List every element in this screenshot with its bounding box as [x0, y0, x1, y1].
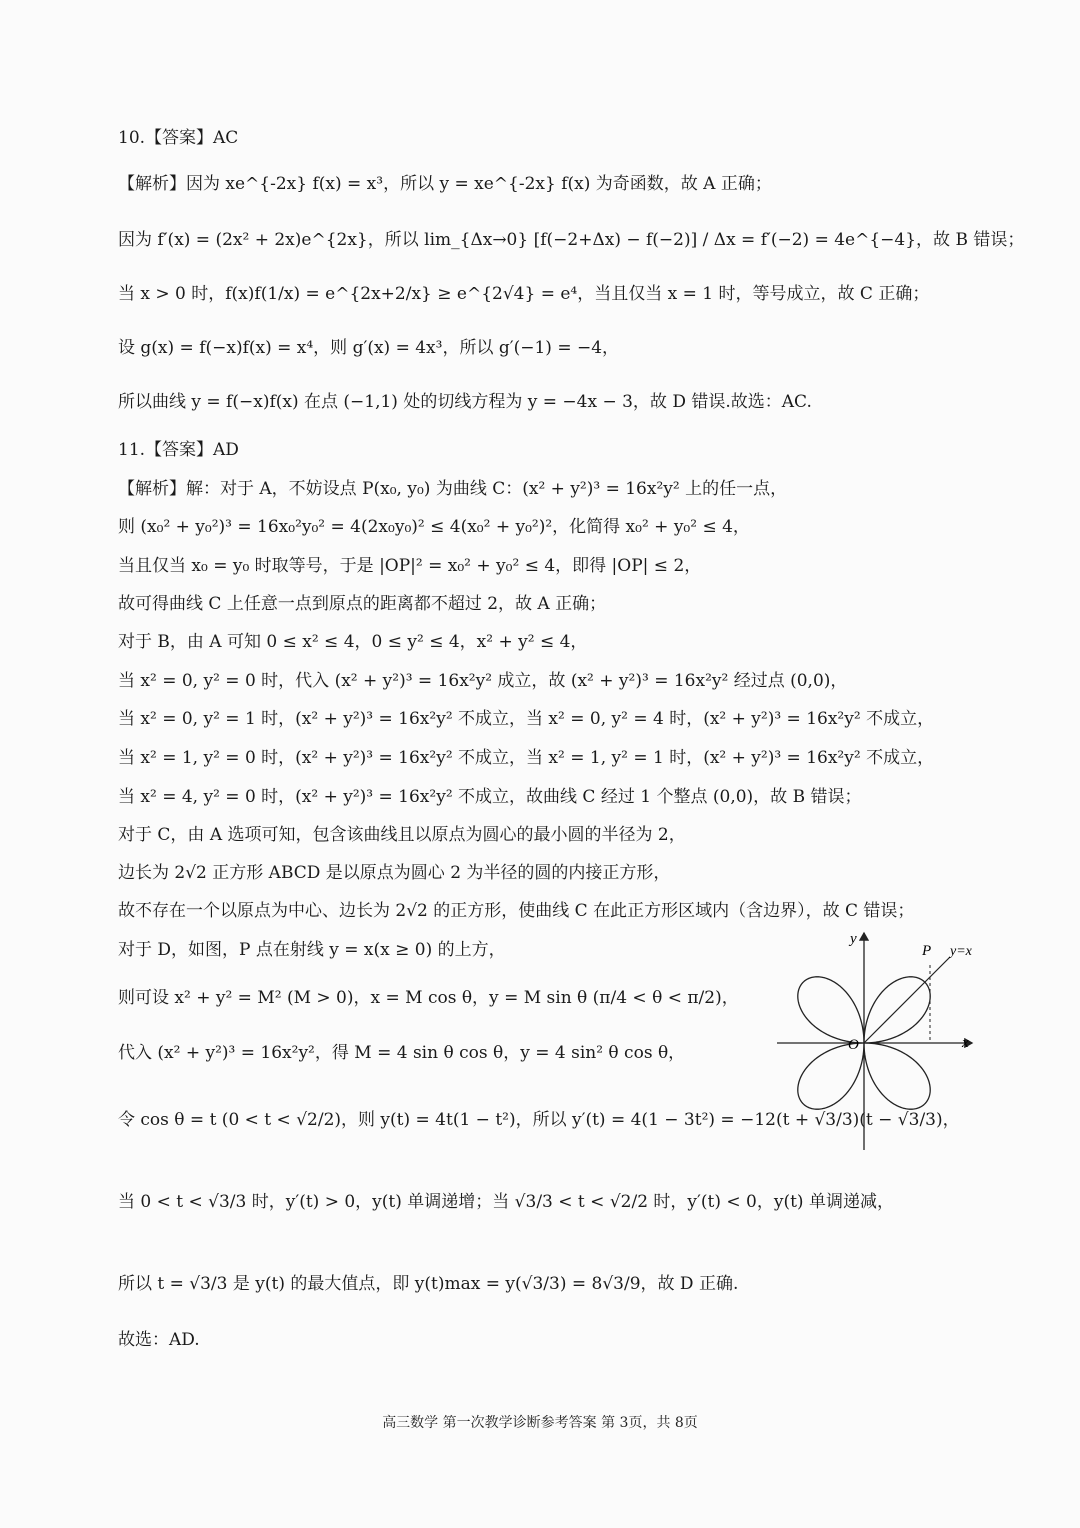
q11-answer: 11.【答案】AD — [118, 440, 239, 460]
q11-line-11: 边长为 2√2 正方形 ABCD 是以原点为圆心 2 为半径的圆的内接正方形， — [118, 863, 671, 883]
q11-line-6: 当 x² = 0, y² = 0 时，代入 (x² + y²)³ = 16x²y² 成立，故 (x² + y²)³ = 16x²y² 经过点 (0,0)， — [118, 671, 848, 691]
q11-line-5: 对于 B，由 A 可知 0 ≤ x² ≤ 4，0 ≤ y² ≤ 4，x² + y² ≤ 4， — [118, 632, 588, 652]
q11-line-4: 故可得曲线 C 上任意一点到原点的距离都不超过 2，故 A 正确； — [118, 594, 607, 614]
label-ray: y=x — [950, 944, 972, 959]
q11-line-3: 当且仅当 x₀ = y₀ 时取等号，于是 |OP|² = x₀² + y₀² ≤ 4，即得 |OP| ≤ 2， — [118, 556, 702, 576]
label-x: x — [962, 1035, 969, 1051]
q11-line-1: 【解析】解：对于 A，不妨设点 P(x₀, y₀) 为曲线 C：(x² + y²)³ = 16x²y² 上的任一点， — [118, 479, 788, 499]
q11-line-18: 所以 t = √3/3 是 y(t) 的最大值点，即 y(t)max = y(√3/3) = 8√3/9，故 D 正确. — [118, 1274, 739, 1294]
q11-line-10: 对于 C，由 A 选项可知，包含该曲线且以原点为圆心的最小圆的半径为 2， — [118, 825, 686, 845]
q10-line-2: 因为 f′(x) = (2x² + 2x)e^{2x}，所以 lim_{Δx→0} [f(−2+Δx) − f(−2)] / Δx = f′(−2) = 4e^{−4}，故 B 错误； — [118, 230, 1025, 250]
q11-line-19: 故选：AD. — [118, 1330, 200, 1350]
q11-line-16: 令 cos θ = t (0 < t < √2/2)，则 y(t) = 4t(1 − t²)，所以 y′(t) = 4(1 − 3t²) = −12(t + √3/3)(t − √3/3)， — [118, 1110, 960, 1130]
q11-line-12: 故不存在一个以原点为中心、边长为 2√2 的正方形，使曲线 C 在此正方形区域内（含边界），故 C 错误； — [118, 901, 915, 921]
q11-line-9: 当 x² = 4, y² = 0 时，(x² + y²)³ = 16x²y² 不成立，故曲线 C 经过 1 个整点 (0,0)，故 B 错误； — [118, 787, 862, 807]
label-origin: O — [848, 1037, 859, 1053]
ray-y-equals-x — [864, 957, 950, 1043]
page-footer: 高三数学 第一次教学诊断参考答案 第 3页，共 8页 — [382, 1415, 698, 1431]
q10-line-3: 当 x > 0 时，f(x)f(1/x) = e^{2x+2/x} ≥ e^{2√4} = e⁴，当且仅当 x = 1 时，等号成立，故 C 正确； — [118, 284, 930, 304]
curve-figure — [772, 925, 982, 1155]
q11-line-13: 对于 D，如图，P 点在射线 y = x(x ≥ 0) 的上方， — [118, 940, 506, 960]
q11-line-8: 当 x² = 1, y² = 0 时，(x² + y²)³ = 16x²y² 不成立，当 x² = 1, y² = 1 时，(x² + y²)³ = 16x²y² 不成立， — [118, 748, 935, 768]
q10-line-1: 【解析】因为 xe^{-2x} f(x) = x³，所以 y = xe^{-2x} f(x) 为奇函数，故 A 正确； — [118, 174, 772, 194]
q11-line-14: 则可设 x² + y² = M² (M > 0)，x = M cos θ，y = M sin θ (π/4 < θ < π/2)， — [118, 988, 739, 1008]
q10-line-5: 所以曲线 y = f(−x)f(x) 在点 (−1,1) 处的切线方程为 y = −4x − 3，故 D 错误.故选：AC. — [118, 392, 812, 412]
q11-line-2: 则 (x₀² + y₀²)³ = 16x₀²y₀² = 4(2x₀y₀)² ≤ 4(x₀² + y₀²)²，化简得 x₀² + y₀² ≤ 4， — [118, 517, 750, 537]
q11-line-15: 代入 (x² + y²)³ = 16x²y²，得 M = 4 sin θ cos θ，y = 4 sin² θ cos θ， — [118, 1043, 686, 1063]
q10-answer: 10.【答案】AC — [118, 128, 239, 148]
q11-line-17: 当 0 < t < √3/3 时，y′(t) > 0，y(t) 单调递增；当 √3/3 < t < √2/2 时，y′(t) < 0，y(t) 单调递减， — [118, 1192, 894, 1212]
label-y: y — [850, 931, 857, 947]
label-p: P — [922, 943, 932, 959]
q10-line-4: 设 g(x) = f(−x)f(x) = x⁴，则 g′(x) = 4x³，所以 g′(−1) = −4， — [118, 338, 620, 358]
q11-line-7: 当 x² = 0, y² = 1 时，(x² + y²)³ = 16x²y² 不成立，当 x² = 0, y² = 4 时，(x² + y²)³ = 16x²y² 不成立， — [118, 709, 935, 729]
